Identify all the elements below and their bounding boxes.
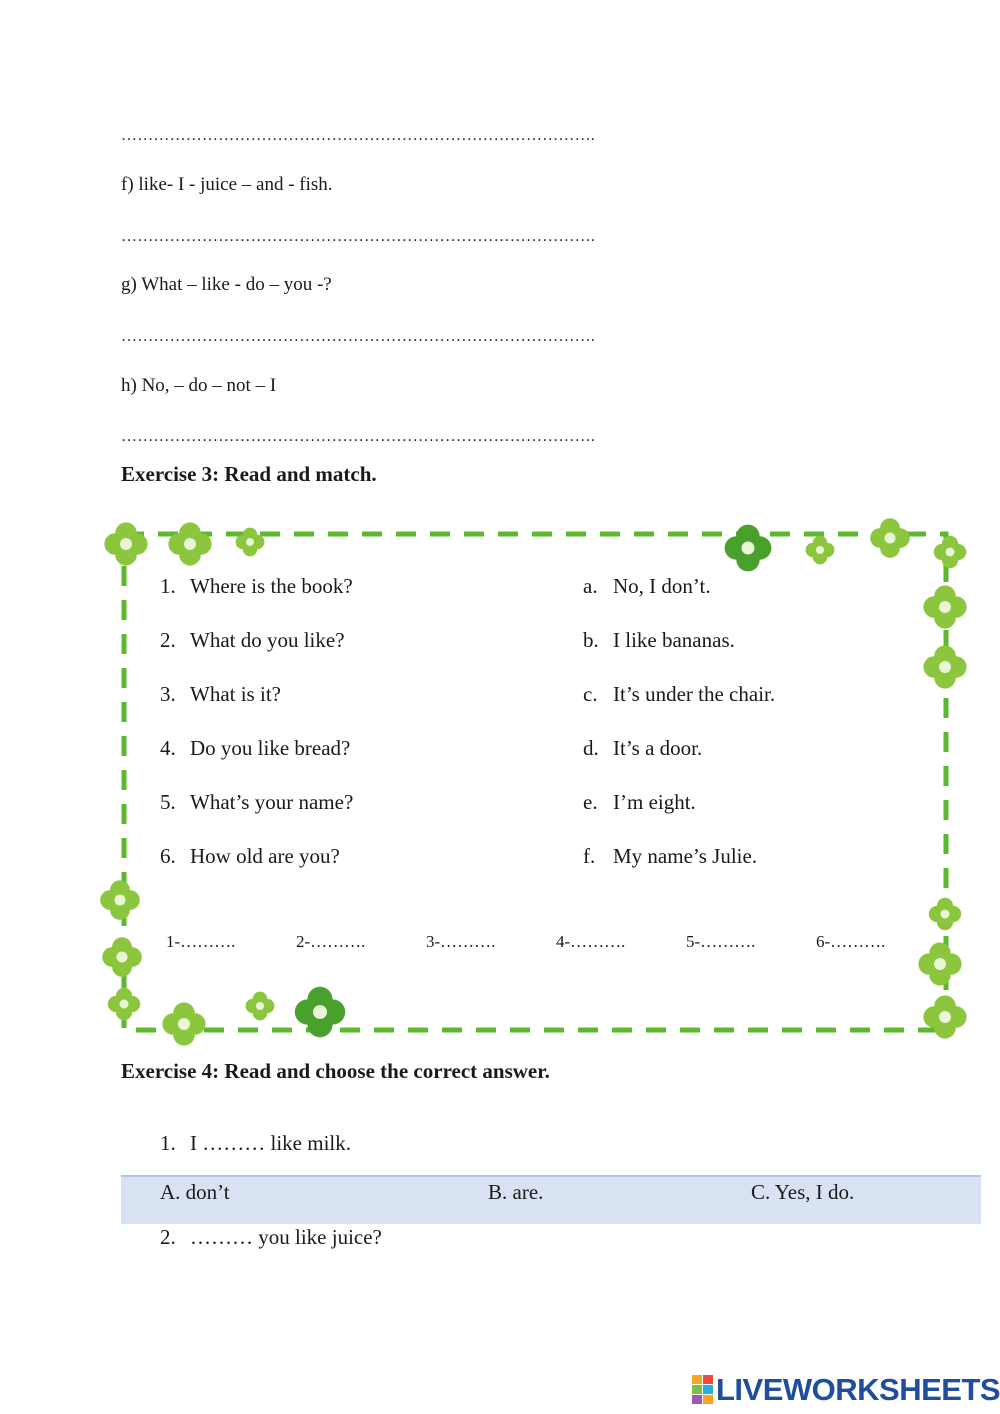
match-blank-4[interactable]: 4-………. (556, 932, 626, 951)
match-answer-c: c. It’s under the chair. (583, 682, 776, 706)
match-question-6: 6. How old are you? (160, 844, 340, 868)
choice-question-2: 2. ……… you like juice? (160, 1225, 382, 1249)
clover-icons-dark (295, 525, 772, 1038)
match-blank-6[interactable]: 6-………. (816, 932, 886, 951)
match-blank-2[interactable]: 2-………. (296, 932, 366, 951)
match-blank-3[interactable]: 3-………. (426, 932, 496, 951)
match-question-1: 1. Where is the book? (160, 574, 353, 598)
logo-text: LIVEWORKSHEETS (716, 1372, 1000, 1407)
exercise-3-title: Exercise 3: Read and match. (121, 462, 377, 486)
rewrite-prompt-f: f) like- I - juice – and - fish. (121, 174, 333, 195)
answer-line[interactable]: ……………………………………………………………………………. (121, 228, 595, 245)
logo-icon (692, 1375, 714, 1405)
option-a[interactable]: A. don’t (160, 1180, 230, 1204)
match-question-2: 2. What do you like? (160, 628, 345, 652)
answer-line[interactable]: ……………………………………………………………………………. (121, 428, 595, 445)
answer-line[interactable]: ……………………………………………………………………………. (121, 328, 595, 345)
match-blank-1[interactable]: 1-………. (166, 932, 236, 951)
option-b[interactable]: B. are. (488, 1180, 544, 1204)
option-c[interactable]: C. Yes, I do. (751, 1180, 855, 1204)
rewrite-prompt-h: h) No, – do – not – I (121, 375, 277, 396)
match-answer-f: f. My name’s Julie. (583, 844, 758, 868)
rewrite-prompt-g: g) What – like - do – you -? (121, 274, 332, 295)
match-answer-b: b. I like bananas. (583, 628, 735, 652)
choice-question-1: 1. I ……… like milk. (160, 1131, 351, 1155)
match-question-5: 5. What’s your name? (160, 790, 354, 814)
match-answer-a: a. No, I don’t. (583, 574, 711, 598)
match-blank-5[interactable]: 5-………. (686, 932, 756, 951)
exercise-4-title: Exercise 4: Read and choose the correct answer. (121, 1059, 550, 1083)
dashed-border (124, 534, 946, 1030)
match-answer-e: e. I’m eight. (583, 790, 696, 814)
liveworksheets-logo (692, 1372, 1000, 1408)
match-question-3: 3. What is it? (160, 682, 281, 706)
match-question-4: 4. Do you like bread? (160, 736, 351, 760)
match-answer-d: d. It’s a door. (583, 736, 703, 760)
answer-line[interactable]: ……………………………………………………………………………. (121, 127, 595, 144)
